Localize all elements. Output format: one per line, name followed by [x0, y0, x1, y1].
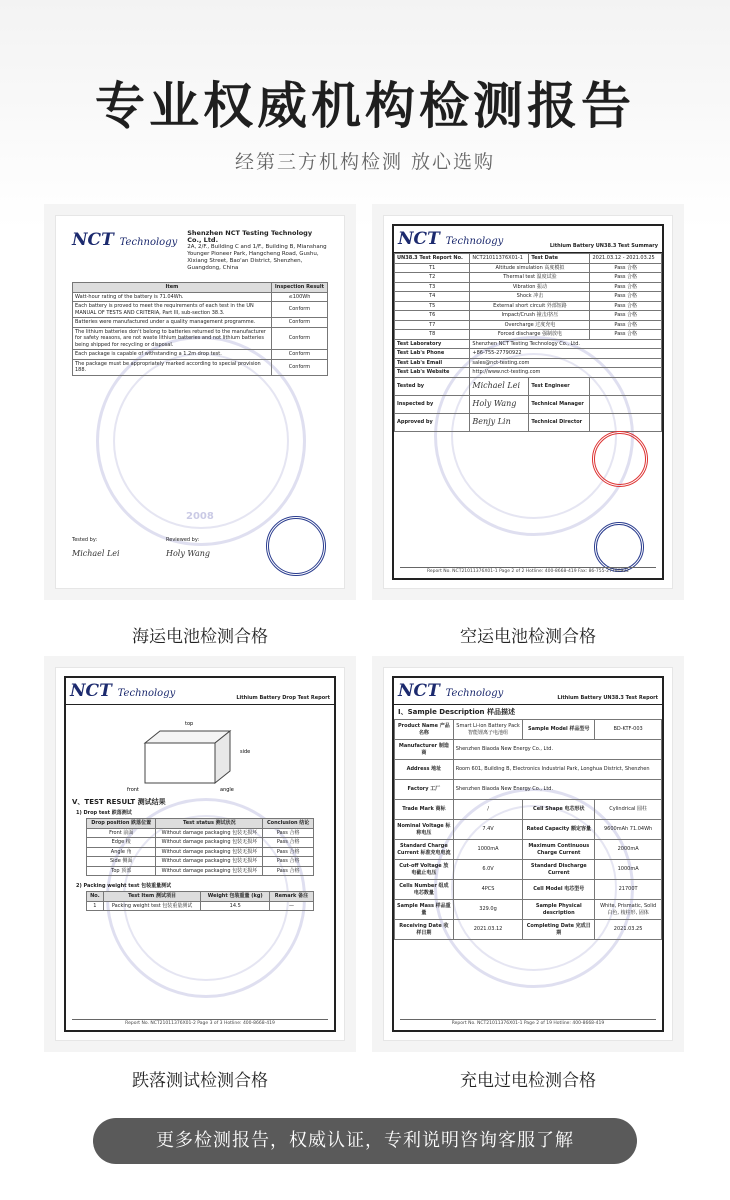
report-card-air[interactable] — [372, 204, 684, 600]
report-type: Lithium Battery UN38.3 Test Summary — [549, 243, 658, 249]
report-footer: Report No. NCT21011376X01-1 Page 2 of 19 Hotline: 400-8668-419 — [400, 1019, 656, 1026]
table-row: Product Name 产品名称 Smart Li-ion Battery Pack 智能锂离子电池组 Sample Model 样品型号 BD-KTF-003 — [395, 720, 662, 740]
table-row: Top 顶部 Without damage packaging 包装无损坏 Pass 合格 — [87, 866, 314, 876]
company-address: 2A, 2/F., Building C and 1/F., Building B, Mianshang Younger Pioneer Park, Hangcheng Road, Gushu, Xixiang Street, Bao'an District, Shenzhen, Guangdong, China — [187, 244, 327, 271]
table-row: Sample Mass 样品重量 329.0g Sample Physical description White, Prismatic, Solid 白色, 棱柱形, 固体 — [395, 900, 662, 920]
table-row: Cells Number 组成电芯数量 4PCS Cell Model 电芯型号 21700T — [395, 880, 662, 900]
table-row: Standard Charge Current 标准充电电流 1000mA Maximum Continuous Charge Current 2000mA — [395, 840, 662, 860]
inspection-table: Item Inspection Result Watt-hour rating of the battery is 71.04Wh. ≤100Wh Each battery is proved to meet the requirements of each test in the UN MANUAL OF TESTS AND CRITERIA, Part III, sub-section 38.3. Conform Batteries were manufactured under a quality management programme. Conform The lithium batteries don't belong to batteries returned to the manufacturer for safety reasons, are not waste lithium batteries and not lithium batteries being shipped for recycling or disposal. Conform Each package is capable of withstanding a 1.2m drop test. Conform The package must be appropriately marked according to special provision 188. Conform — [72, 282, 328, 376]
signature-reviewer: Holy Wang — [166, 549, 210, 558]
caption-drop: 跌落测试检测合格 — [132, 1071, 268, 1091]
nct-logo: NCT Technology — [72, 230, 178, 250]
caption-air: 空运电池检测合格 — [460, 627, 596, 647]
report-document — [384, 216, 672, 588]
tested-by-label: Tested by: — [72, 537, 98, 543]
report-card-sea[interactable] — [44, 204, 356, 600]
watermark-year: 2008 — [186, 511, 214, 522]
drop-test-diagram — [125, 713, 275, 793]
table-row: The lithium batteries don't belong to batteries returned to the manufacturer for safety reasons, are not waste lithium batteries and not lithium batteries being shipped for recycling or disposal. Conform — [73, 327, 328, 350]
table-row: Angle 角 Without damage packaging 包装无损坏 Pass 合格 — [87, 847, 314, 857]
table-row: T7 Overcharge 过度充电 Pass 合格 — [395, 320, 662, 330]
svg-text:side: side — [240, 749, 251, 755]
report-document — [56, 668, 344, 1040]
page-subtitle: 经第三方机构检测 放心选购 — [234, 151, 496, 173]
table-row: Batteries were manufactured under a quality management programme. Conform — [73, 318, 328, 328]
svg-text:top: top — [185, 721, 194, 727]
report-card-drop[interactable] — [44, 656, 356, 1052]
red-stamp — [592, 431, 648, 487]
table-row: Each battery is proved to meet the requirements of each test in the UN MANUAL OF TESTS AND CRITERIA, Part III, sub-section 38.3. Conform — [73, 302, 328, 318]
signature-tester: Michael Lei — [72, 549, 120, 558]
table-row: Front 前面 Without damage packaging 包装无损坏 Pass 合格 — [87, 828, 314, 838]
test-summary-table: UN38.3 Test Report No. NCT21011376X01-1 Test Date 2021.03.12 - 2021.03.25 T1 Altitude simulation 高度模拟 Pass 合格 T2 Thermal test 温度试验 Pass 合格 T3 Vibration 振动 Pass 合格 T4 Shock 冲击 Pass 合格 T5 External short circuit 外部短路 Pass 合格 T6 Impact/Crush 撞击/挤压 Pass 合格 T7 Overcharge 过度充电 Pass 合格 T8 Forced discharge 强制放电 Pass 合格 Test Laboratory Shenzhen NCT Testing Technology Co., Ltd. Test Lab's Phone +86-755-27790922 Test Lab's Email sales@nct-testing.com Test Lab's Website http://www.nct-testing.com Tested by Michael Lei Test Engineer Inspected by Holy Wang Technical Manager Approved by Benjy Lin Technical Director — [394, 253, 662, 432]
page-title: 专业权威机构检测报告 — [95, 77, 635, 135]
table-row: T5 External short circuit 外部短路 Pass 合格 — [395, 301, 662, 311]
table-row: Nominal Voltage 标称电压 7.4V Rated Capacity 额定容量 9600mAh 71.04Wh — [395, 820, 662, 840]
table-row: T2 Thermal test 温度试验 Pass 合格 — [395, 273, 662, 283]
section-title: I、Sample Description 样品描述 — [398, 708, 515, 716]
table-row: Address 地址 Room 601, Building B, Electronics Industrial Park, Longhua District, Shenzhen — [395, 760, 662, 780]
table-row: Trade Mark 商标 / Cell Shape 电芯形状 Cylindrical 圆柱 — [395, 800, 662, 820]
reviewed-by-label: Reviewed by: — [166, 537, 200, 543]
svg-text:front: front — [127, 787, 139, 793]
table-row: The package must be appropriately marked according to special provision 188. Conform — [73, 359, 328, 375]
subsection-title: 1) Drop test 跌落测试 — [76, 810, 132, 816]
report-type: Lithium Battery UN38.3 Test Report — [557, 695, 658, 701]
table-row: Manufacturer 制造商 Shenzhen Biaoda New Energy Co., Ltd. — [395, 740, 662, 760]
report-type: Lithium Battery Drop Test Report — [236, 695, 330, 701]
nct-logo: NCT Technology — [398, 229, 504, 249]
table-row: T3 Vibration 振动 Pass 合格 — [395, 282, 662, 292]
company-name: Shenzhen NCT Testing Technology Co., Ltd. — [187, 229, 313, 244]
company-stamp — [594, 522, 644, 572]
table-row: Cut-off Voltage 放电截止电压 6.0V Standard Discharge Current 1000mA — [395, 860, 662, 880]
weight-test-table: No. Test Item 测试项目 Weight 包装重量 (kg) Remark 备注 1 Packing weight test 包装重量测试 14.5 — — [86, 891, 314, 911]
table-row: Factory 工厂 Shenzhen Biaoda New Energy Co., Ltd. — [395, 780, 662, 800]
nct-logo: NCT Technology — [70, 681, 176, 701]
sample-description-table — [394, 719, 662, 940]
report-footer: Report No. NCT21011376X01-2 Page 3 of 3 Hotline: 400-8668-419 — [72, 1019, 328, 1026]
subsection-title: 2) Packing weight test 包装重量测试 — [76, 883, 172, 889]
caption-sea: 海运电池检测合格 — [132, 627, 268, 647]
company-stamp — [266, 516, 326, 576]
svg-text:angle: angle — [220, 787, 234, 793]
nct-logo: NCT Technology — [398, 681, 504, 701]
table-row: T1 Altitude simulation 高度模拟 Pass 合格 — [395, 263, 662, 273]
table-row: T4 Shock 冲击 Pass 合格 — [395, 292, 662, 302]
report-document — [56, 216, 344, 588]
section-title: V、TEST RESULT 测试结果 — [72, 798, 166, 806]
report-footer: Report No. NCT21011376X01-1 Page 2 of 2 Hotline: 400-8668-419 Fax: 86-755-27790922 — [400, 567, 656, 574]
table-row: Edge 棱 Without damage packaging 包装无损坏 Pass 合格 — [87, 838, 314, 848]
table-row: Side 侧面 Without damage packaging 包装无损坏 Pass 合格 — [87, 857, 314, 867]
table-row: Watt-hour rating of the battery is 71.04Wh. ≤100Wh — [73, 292, 328, 302]
table-row: T8 Forced discharge 强制放电 Pass 合格 — [395, 330, 662, 340]
caption-charge: 充电过电检测合格 — [460, 1071, 596, 1091]
report-card-charge[interactable] — [372, 656, 684, 1052]
table-row: Each package is capable of withstanding a 1.2m drop test. Conform — [73, 350, 328, 360]
table-row: T6 Impact/Crush 撞击/挤压 Pass 合格 — [395, 311, 662, 321]
drop-test-table: Drop position 跌落位置 Test status 测试状况 Conclusion 结论 Front 前面 Without damage packaging 包装无损坏 Pass 合格 Edge 棱 Without damage packaging 包装无损坏 Pass 合格 Angle 角 Without damage packaging 包装无损坏 Pass 合格 Side 侧面 Without damage packaging 包装无损坏 Pass 合格 Top 顶部 Without damage packaging 包装无损坏 Pass 合格 — [86, 818, 314, 876]
contact-service-button[interactable]: 更多检测报告，权威认证，专利说明咨询客服了解 — [93, 1118, 637, 1164]
table-row: 1 Packing weight test 包装重量测试 14.5 — — [87, 901, 314, 911]
report-document — [384, 668, 672, 1040]
table-row: Receiving Date 收样日期 2021.03.12 Completing Date 完成日期 2021.03.25 — [395, 920, 662, 940]
